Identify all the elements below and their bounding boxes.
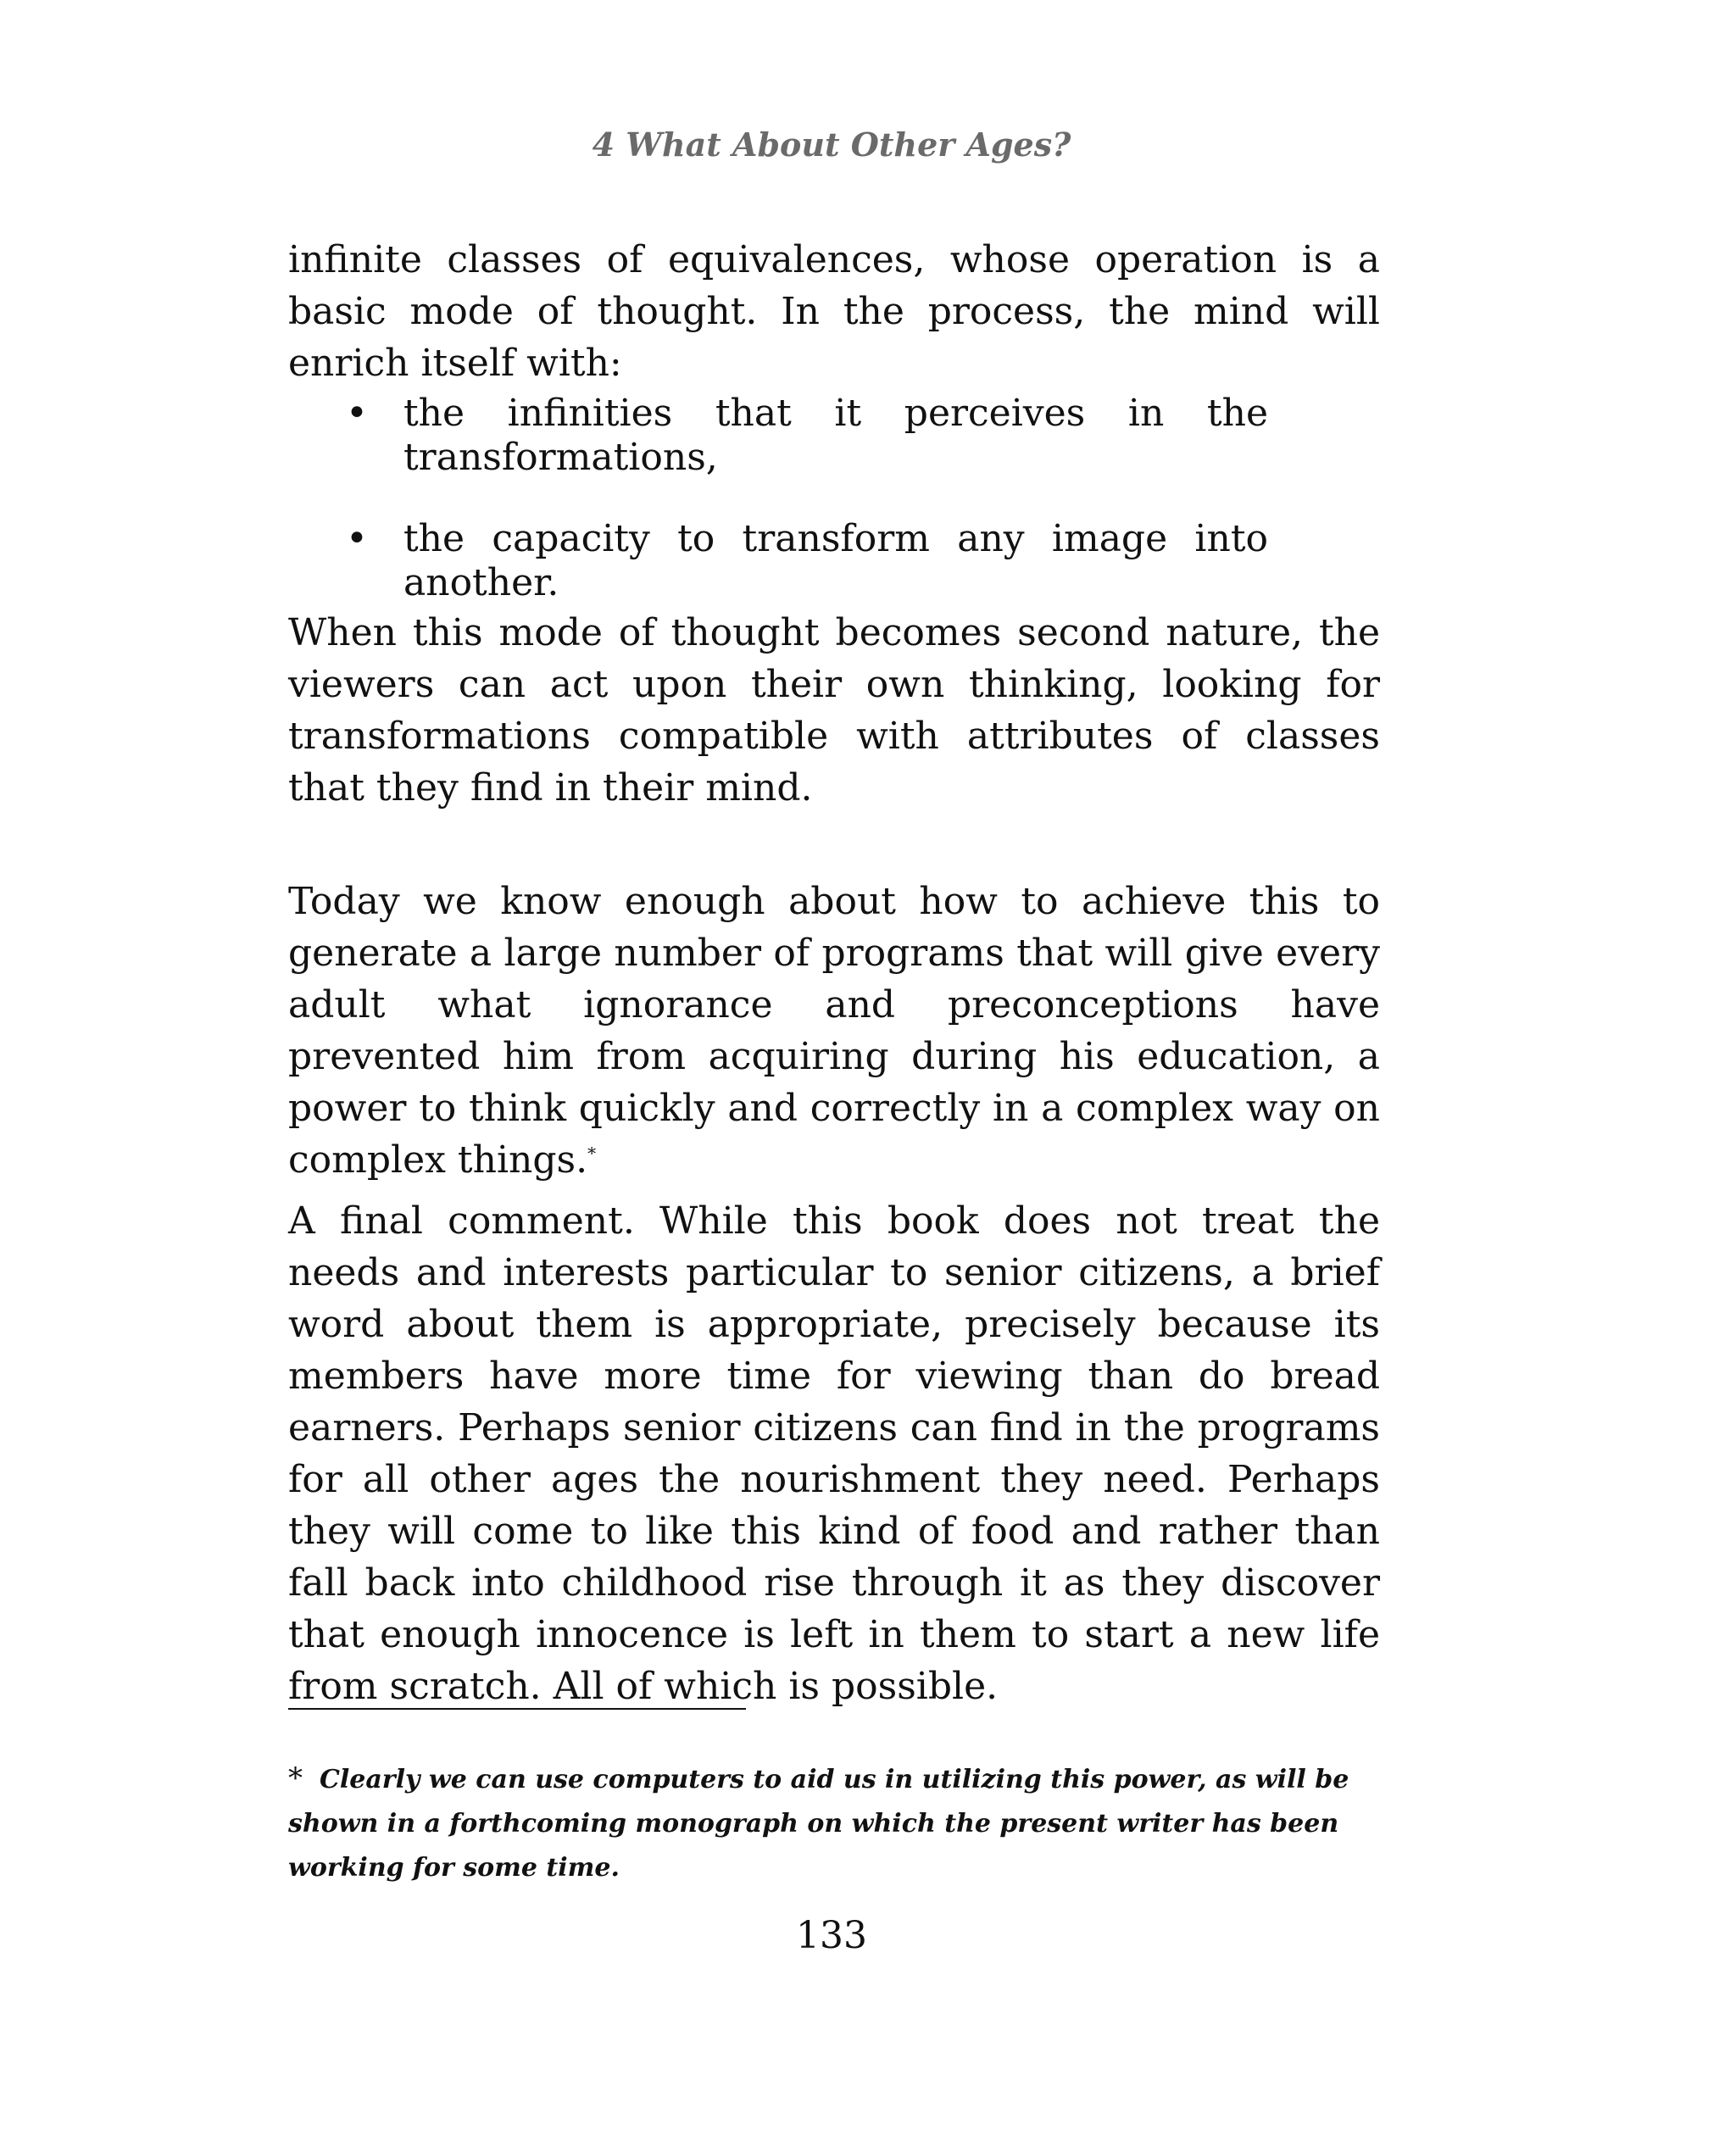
- footnote: [288, 1756, 1373, 1890]
- page-number: 133: [796, 1914, 867, 1957]
- footnote-marker: *: [288, 1761, 303, 1795]
- bullet-icon: •: [346, 517, 368, 560]
- list-item-text-line-1: the infinities that it perceives in the: [403, 392, 1268, 435]
- bullet-icon: •: [346, 392, 368, 435]
- running-head: 4 What About Other Ages?: [592, 125, 1071, 164]
- list-item-text: the capacity to transform any image into another.: [403, 517, 1268, 604]
- list-item: [339, 392, 1268, 480]
- list-item: [339, 517, 1268, 605]
- paragraph-second-nature: When this mode of thought becomes second nature, the viewers can act upon their own thinking, looking for transformations compatible with attributes of classes that they find in their mind.: [288, 611, 1380, 810]
- footnote-divider: [288, 1708, 746, 1710]
- paragraph-today-text: Today we know enough about how to achieve this to generate a large number of programs that will give every adult what ignorance and preconceptions have prevented him from acquiring during his education, a power to think quickly and correctly in a complex way on complex things.: [288, 880, 1380, 1182]
- bullet-list: [339, 392, 1268, 605]
- list-item-text-line-2: transformations,: [403, 436, 718, 479]
- paragraph-today: [288, 876, 1380, 1186]
- footnote-text: Clearly we can use computers to aid us in utilizing this power, as will be shown in a forthcoming monograph on which the present writer has been working for some time.: [288, 1765, 1349, 1883]
- paragraph-intro: infinite classes of equivalences, whose operation is a basic mode of thought. In the process, the mind will enrich itself with:: [288, 238, 1380, 385]
- paragraph-final: A final comment. While this book does not treat the needs and interests particular to senior citizens, a brief word about them is appropriate, precisely because its members have more time for viewing than do bread earners. Perhaps senior citizens can find in the programs for all other ages the nourishment they need. Perhaps they will come to like this kind of food and rather than fall back into childhood rise through it as they discover that enough innocence is left in them to start a new life from scratch. All of which is possible.: [288, 1199, 1380, 1708]
- footnote-reference: *: [587, 1143, 597, 1164]
